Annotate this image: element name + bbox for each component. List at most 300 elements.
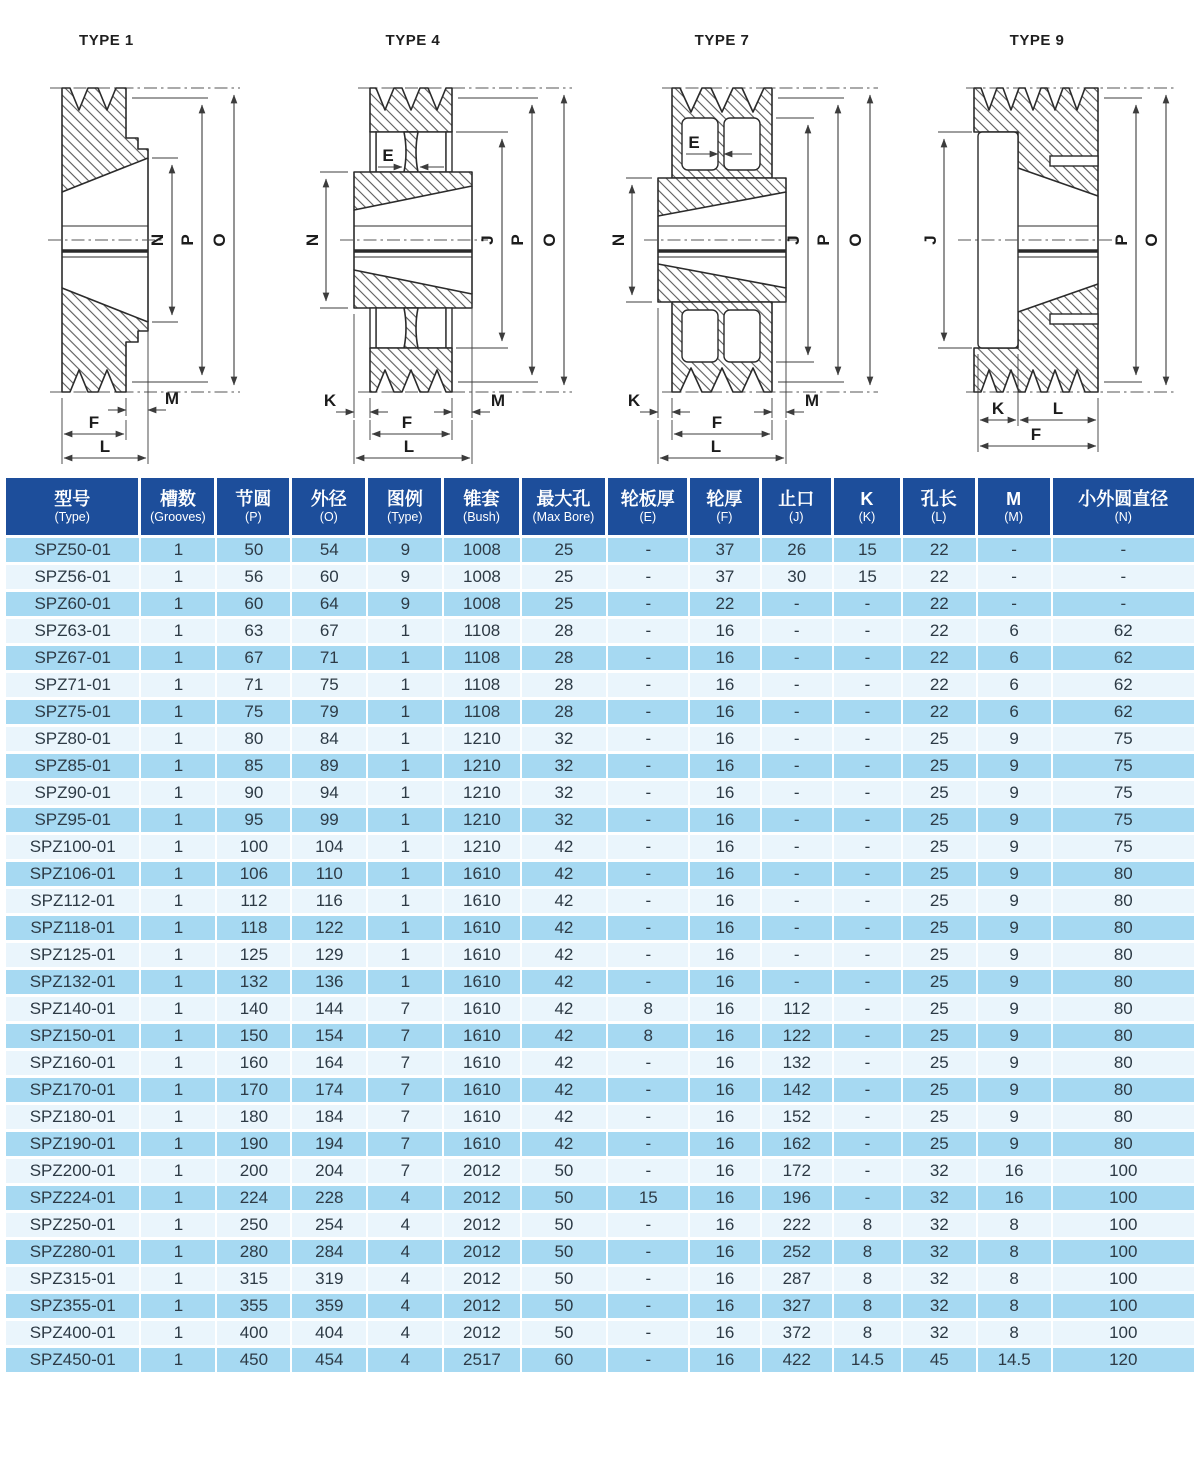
table-cell: -	[834, 754, 903, 781]
table-cell: 89	[292, 754, 368, 781]
table-cell: 1108	[444, 619, 521, 646]
table-cell: -	[762, 727, 834, 754]
table-cell: -	[608, 835, 690, 862]
table-cell: 160	[217, 1051, 292, 1078]
dim-label-e: E	[688, 133, 700, 152]
table-cell: 1	[141, 619, 217, 646]
table-cell: 9	[978, 862, 1053, 889]
table-cell: 174	[292, 1078, 368, 1105]
table-cell: SPZ106-01	[6, 862, 141, 889]
table-cell: 16	[690, 1078, 761, 1105]
table-cell: SPZ132-01	[6, 970, 141, 997]
table-cell: -	[834, 970, 903, 997]
table-cell: 75	[1053, 781, 1194, 808]
table-cell: 100	[217, 835, 292, 862]
table-cell: 80	[1053, 862, 1194, 889]
table-cell: 4	[368, 1267, 444, 1294]
table-cell: 1	[368, 835, 444, 862]
table-cell: 80	[1053, 970, 1194, 997]
dim-label-j: J	[478, 235, 497, 245]
table-cell: -	[834, 1132, 903, 1159]
table-cell: 9	[978, 997, 1053, 1024]
table-cell: 4	[368, 1348, 444, 1375]
table-cell: SPZ140-01	[6, 997, 141, 1024]
table-row	[6, 1240, 1194, 1267]
table-cell: 100	[1053, 1321, 1194, 1348]
table-cell: 2012	[444, 1159, 521, 1186]
table-cell: 355	[217, 1294, 292, 1321]
table-cell: 32	[903, 1159, 978, 1186]
table-cell: 280	[217, 1240, 292, 1267]
table-cell: 25	[903, 1051, 978, 1078]
diagram-title: TYPE 4	[385, 32, 441, 49]
table-row	[6, 997, 1194, 1024]
table-cell: 32	[522, 754, 609, 781]
table-cell: 284	[292, 1240, 368, 1267]
table-row	[6, 1078, 1194, 1105]
table-cell: 204	[292, 1159, 368, 1186]
table-cell: 1	[368, 646, 444, 673]
pulley-diagram-type-4	[292, 8, 602, 478]
table-cell: -	[762, 673, 834, 700]
pulley-diagram-type-9	[902, 8, 1200, 478]
table-cell: 16	[690, 835, 761, 862]
table-cell: 62	[1053, 646, 1194, 673]
table-cell: -	[608, 1240, 690, 1267]
table-cell: SPZ355-01	[6, 1294, 141, 1321]
table-cell: 25	[903, 970, 978, 997]
table-cell: 1	[141, 1078, 217, 1105]
table-row	[6, 700, 1194, 727]
table-cell: -	[762, 781, 834, 808]
table-cell: 254	[292, 1213, 368, 1240]
table-cell: -	[608, 700, 690, 727]
table-cell: 42	[522, 997, 609, 1024]
table-cell: 287	[762, 1267, 834, 1294]
table-cell: 1	[368, 754, 444, 781]
table-row	[6, 1051, 1194, 1078]
table-cell: 80	[1053, 1051, 1194, 1078]
table-cell: 1	[141, 646, 217, 673]
table-cell: 8	[978, 1213, 1053, 1240]
table-cell: 9	[978, 1132, 1053, 1159]
table-cell: -	[608, 727, 690, 754]
dim-label-p: P	[1112, 234, 1131, 246]
table-cell: 32	[903, 1294, 978, 1321]
table-cell: 16	[690, 943, 761, 970]
table-cell: 67	[217, 646, 292, 673]
table-cell: 1	[368, 916, 444, 943]
table-cell: 1	[141, 1105, 217, 1132]
table-cell: 1	[368, 781, 444, 808]
table-cell: 1	[141, 1294, 217, 1321]
column-header: 小外圆直径 (N)	[1053, 478, 1194, 538]
table-cell: 7	[368, 1051, 444, 1078]
header-row	[6, 478, 1194, 538]
table-cell: 7	[368, 1159, 444, 1186]
table-cell: 359	[292, 1294, 368, 1321]
table-cell: -	[608, 1159, 690, 1186]
table-cell: -	[608, 943, 690, 970]
table-cell: 16	[690, 1105, 761, 1132]
table-cell: 99	[292, 808, 368, 835]
table-cell: -	[762, 754, 834, 781]
table-cell: 1	[141, 1348, 217, 1375]
table-cell: 8	[834, 1240, 903, 1267]
table-cell: 14.5	[978, 1348, 1053, 1375]
table-cell: 75	[1053, 808, 1194, 835]
table-cell: -	[762, 916, 834, 943]
table-cell: 62	[1053, 700, 1194, 727]
table-cell: -	[834, 943, 903, 970]
table-cell: SPZ450-01	[6, 1348, 141, 1375]
table-cell: 1	[368, 727, 444, 754]
table-cell: -	[1053, 592, 1194, 619]
table-cell: 42	[522, 889, 609, 916]
table-cell: SPZ118-01	[6, 916, 141, 943]
table-cell: SPZ85-01	[6, 754, 141, 781]
table-cell: 4	[368, 1186, 444, 1213]
spec-table	[6, 478, 1194, 1375]
table-cell: 9	[978, 1105, 1053, 1132]
table-cell: 16	[690, 808, 761, 835]
table-cell: 228	[292, 1186, 368, 1213]
table-cell: -	[608, 1078, 690, 1105]
table-cell: 9	[978, 835, 1053, 862]
dim-label-p: P	[508, 234, 527, 246]
table-cell: 319	[292, 1267, 368, 1294]
pulley-diagram-type-1	[2, 8, 292, 478]
table-cell: 85	[217, 754, 292, 781]
table-cell: 8	[978, 1321, 1053, 1348]
table-cell: 64	[292, 592, 368, 619]
table-cell: 16	[690, 1348, 761, 1375]
table-cell: 327	[762, 1294, 834, 1321]
table-cell: 450	[217, 1348, 292, 1375]
table-cell: 404	[292, 1321, 368, 1348]
table-cell: 8	[834, 1321, 903, 1348]
table-cell: 26	[762, 538, 834, 565]
table-cell: 22	[903, 592, 978, 619]
table-cell: 1	[141, 997, 217, 1024]
table-cell: 32	[903, 1321, 978, 1348]
pulley-drawing-type-7	[602, 20, 902, 472]
dim-label-p: P	[814, 234, 833, 246]
table-cell: 1210	[444, 781, 521, 808]
table-cell: 100	[1053, 1240, 1194, 1267]
table-row	[6, 781, 1194, 808]
table-cell: 7	[368, 997, 444, 1024]
column-header: 最大孔 (Max Bore)	[522, 478, 609, 538]
dim-label-n: N	[303, 233, 322, 247]
table-cell: 1	[141, 1159, 217, 1186]
table-cell: 8	[978, 1267, 1053, 1294]
column-header: 型号 (Type)	[6, 478, 141, 538]
column-header: 轮板厚 (E)	[608, 478, 690, 538]
table-cell: SPZ67-01	[6, 646, 141, 673]
table-cell: 50	[522, 1159, 609, 1186]
table-cell: -	[608, 646, 690, 673]
table-cell: 28	[522, 619, 609, 646]
table-cell: 50	[217, 538, 292, 565]
table-cell: 9	[978, 808, 1053, 835]
table-cell: 1	[141, 673, 217, 700]
table-cell: 200	[217, 1159, 292, 1186]
table-cell: 14.5	[834, 1348, 903, 1375]
table-cell: 75	[217, 700, 292, 727]
table-cell: -	[762, 619, 834, 646]
table-cell: 42	[522, 1051, 609, 1078]
table-cell: 42	[522, 916, 609, 943]
table-cell: SPZ315-01	[6, 1267, 141, 1294]
dim-label-f: F	[88, 413, 100, 432]
dim-label-o: O	[540, 233, 559, 247]
table-cell: 1	[368, 943, 444, 970]
table-cell: 25	[903, 997, 978, 1024]
table-cell: 94	[292, 781, 368, 808]
table-cell: 1108	[444, 673, 521, 700]
table-cell: 1	[141, 565, 217, 592]
table-cell: 1610	[444, 997, 521, 1024]
table-cell: SPZ170-01	[6, 1078, 141, 1105]
table-cell: 28	[522, 700, 609, 727]
table-cell: 25	[903, 727, 978, 754]
table-row	[6, 1348, 1194, 1375]
table-cell: 1610	[444, 943, 521, 970]
table-cell: 1610	[444, 1078, 521, 1105]
table-cell: 252	[762, 1240, 834, 1267]
table-cell: 22	[903, 700, 978, 727]
table-row	[6, 754, 1194, 781]
table-cell: 1	[141, 1267, 217, 1294]
table-cell: 1	[141, 1240, 217, 1267]
table-cell: 122	[292, 916, 368, 943]
table-cell: -	[608, 781, 690, 808]
table-cell: 9	[368, 565, 444, 592]
table-cell: 1610	[444, 970, 521, 997]
table-cell: -	[834, 592, 903, 619]
table-cell: 1008	[444, 592, 521, 619]
diagram-title: TYPE 9	[1009, 32, 1065, 49]
table-cell: 6	[978, 646, 1053, 673]
table-cell: 1210	[444, 808, 521, 835]
table-cell: 9	[368, 592, 444, 619]
table-cell: 129	[292, 943, 368, 970]
table-cell: -	[762, 835, 834, 862]
table-cell: -	[1053, 538, 1194, 565]
table-cell: 2517	[444, 1348, 521, 1375]
table-cell: 16	[690, 1159, 761, 1186]
table-row	[6, 916, 1194, 943]
table-cell: -	[762, 970, 834, 997]
table-cell: 9	[978, 1078, 1053, 1105]
table-cell: 22	[690, 592, 761, 619]
table-cell: -	[834, 997, 903, 1024]
table-cell: 372	[762, 1321, 834, 1348]
table-cell: 1	[368, 700, 444, 727]
table-cell: 9	[978, 889, 1053, 916]
table-cell: 25	[522, 565, 609, 592]
table-cell: 1	[141, 808, 217, 835]
table-cell: SPZ250-01	[6, 1213, 141, 1240]
table-cell: 162	[762, 1132, 834, 1159]
table-cell: SPZ63-01	[6, 619, 141, 646]
table-cell: 4	[368, 1213, 444, 1240]
table-cell: 25	[903, 916, 978, 943]
table-cell: 1610	[444, 1105, 521, 1132]
table-cell: -	[834, 781, 903, 808]
column-header: 图例 (Type)	[368, 478, 444, 538]
table-cell: 6	[978, 673, 1053, 700]
table-cell: 67	[292, 619, 368, 646]
table-cell: -	[762, 943, 834, 970]
table-cell: 56	[217, 565, 292, 592]
table-cell: 1	[141, 916, 217, 943]
column-header: 锥套 (Bush)	[444, 478, 521, 538]
column-header: K (K)	[834, 478, 903, 538]
table-cell: -	[608, 565, 690, 592]
dim-label-o: O	[846, 233, 865, 247]
table-cell: 9	[978, 916, 1053, 943]
table-row	[6, 1267, 1194, 1294]
table-cell: 1108	[444, 700, 521, 727]
table-row	[6, 808, 1194, 835]
table-cell: 172	[762, 1159, 834, 1186]
diagram-strip	[0, 0, 1200, 478]
table-cell: 224	[217, 1186, 292, 1213]
table-cell: -	[762, 889, 834, 916]
table-cell: -	[834, 916, 903, 943]
diagram-title: TYPE 7	[694, 32, 750, 49]
table-cell: 9	[368, 538, 444, 565]
table-cell: SPZ190-01	[6, 1132, 141, 1159]
table-cell: 30	[762, 565, 834, 592]
table-cell: 25	[903, 808, 978, 835]
table-cell: 1610	[444, 889, 521, 916]
table-cell: 132	[217, 970, 292, 997]
dim-label-m: M	[164, 389, 180, 408]
table-cell: 164	[292, 1051, 368, 1078]
table-cell: -	[834, 1105, 903, 1132]
table-row	[6, 727, 1194, 754]
table-row	[6, 862, 1194, 889]
table-cell: 15	[834, 565, 903, 592]
table-cell: SPZ56-01	[6, 565, 141, 592]
table-cell: 100	[1053, 1294, 1194, 1321]
table-cell: 22	[903, 673, 978, 700]
table-cell: 6	[978, 700, 1053, 727]
table-cell: 9	[978, 970, 1053, 997]
table-cell: 1	[141, 889, 217, 916]
table-cell: 194	[292, 1132, 368, 1159]
table-cell: 1	[368, 970, 444, 997]
table-cell: 62	[1053, 673, 1194, 700]
table-cell: 42	[522, 1024, 609, 1051]
table-cell: 4	[368, 1321, 444, 1348]
table-cell: 95	[217, 808, 292, 835]
table-cell: 90	[217, 781, 292, 808]
table-cell: 16	[690, 673, 761, 700]
table-cell: 1210	[444, 754, 521, 781]
table-cell: SPZ75-01	[6, 700, 141, 727]
table-cell: 15	[608, 1186, 690, 1213]
table-cell: 250	[217, 1213, 292, 1240]
dim-label-p: P	[178, 234, 197, 246]
table-row	[6, 835, 1194, 862]
table-cell: 22	[903, 565, 978, 592]
table-cell: 16	[690, 700, 761, 727]
table-cell: 32	[903, 1213, 978, 1240]
dim-label-m: M	[490, 391, 506, 410]
dim-label-n: N	[609, 233, 628, 247]
table-cell: -	[608, 1348, 690, 1375]
table-body	[6, 538, 1194, 1375]
table-cell: 1610	[444, 916, 521, 943]
table-cell: -	[608, 1213, 690, 1240]
table-cell: 16	[690, 1294, 761, 1321]
table-cell: 9	[978, 943, 1053, 970]
table-cell: 1008	[444, 565, 521, 592]
table-cell: 100	[1053, 1159, 1194, 1186]
table-cell: 2012	[444, 1240, 521, 1267]
table-cell: 42	[522, 970, 609, 997]
table-cell: -	[978, 538, 1053, 565]
table-cell: 75	[292, 673, 368, 700]
table-cell: 118	[217, 916, 292, 943]
table-row	[6, 646, 1194, 673]
column-header: 轮厚 (F)	[690, 478, 761, 538]
table-cell: 100	[1053, 1186, 1194, 1213]
table-cell: SPZ60-01	[6, 592, 141, 619]
table-cell: 1	[141, 1024, 217, 1051]
table-cell: 1	[141, 700, 217, 727]
table-cell: 1610	[444, 1132, 521, 1159]
table-cell: -	[834, 862, 903, 889]
table-cell: 6	[978, 619, 1053, 646]
table-row	[6, 970, 1194, 997]
table-cell: 37	[690, 538, 761, 565]
table-cell: 80	[1053, 997, 1194, 1024]
table-cell: 75	[1053, 727, 1194, 754]
table-cell: 2012	[444, 1186, 521, 1213]
table-cell: 100	[1053, 1267, 1194, 1294]
table-cell: -	[608, 1321, 690, 1348]
table-cell: 110	[292, 862, 368, 889]
table-cell: 100	[1053, 1213, 1194, 1240]
table-cell: 80	[1053, 1105, 1194, 1132]
table-cell: 106	[217, 862, 292, 889]
dim-label-k: K	[627, 391, 641, 410]
table-cell: -	[834, 889, 903, 916]
table-cell: -	[834, 673, 903, 700]
table-cell: 32	[522, 808, 609, 835]
table-cell: 16	[690, 889, 761, 916]
table-cell: 2012	[444, 1267, 521, 1294]
table-cell: 42	[522, 943, 609, 970]
table-cell: SPZ400-01	[6, 1321, 141, 1348]
pulley-diagram-type-7	[602, 8, 902, 478]
table-cell: -	[608, 619, 690, 646]
table-cell: -	[834, 619, 903, 646]
table-cell: 1	[141, 754, 217, 781]
column-header: 孔长 (L)	[903, 478, 978, 538]
table-cell: 1210	[444, 835, 521, 862]
table-cell: 54	[292, 538, 368, 565]
table-cell: 32	[903, 1267, 978, 1294]
dim-label-f: F	[1030, 425, 1042, 444]
table-cell: -	[834, 646, 903, 673]
table-row	[6, 1132, 1194, 1159]
